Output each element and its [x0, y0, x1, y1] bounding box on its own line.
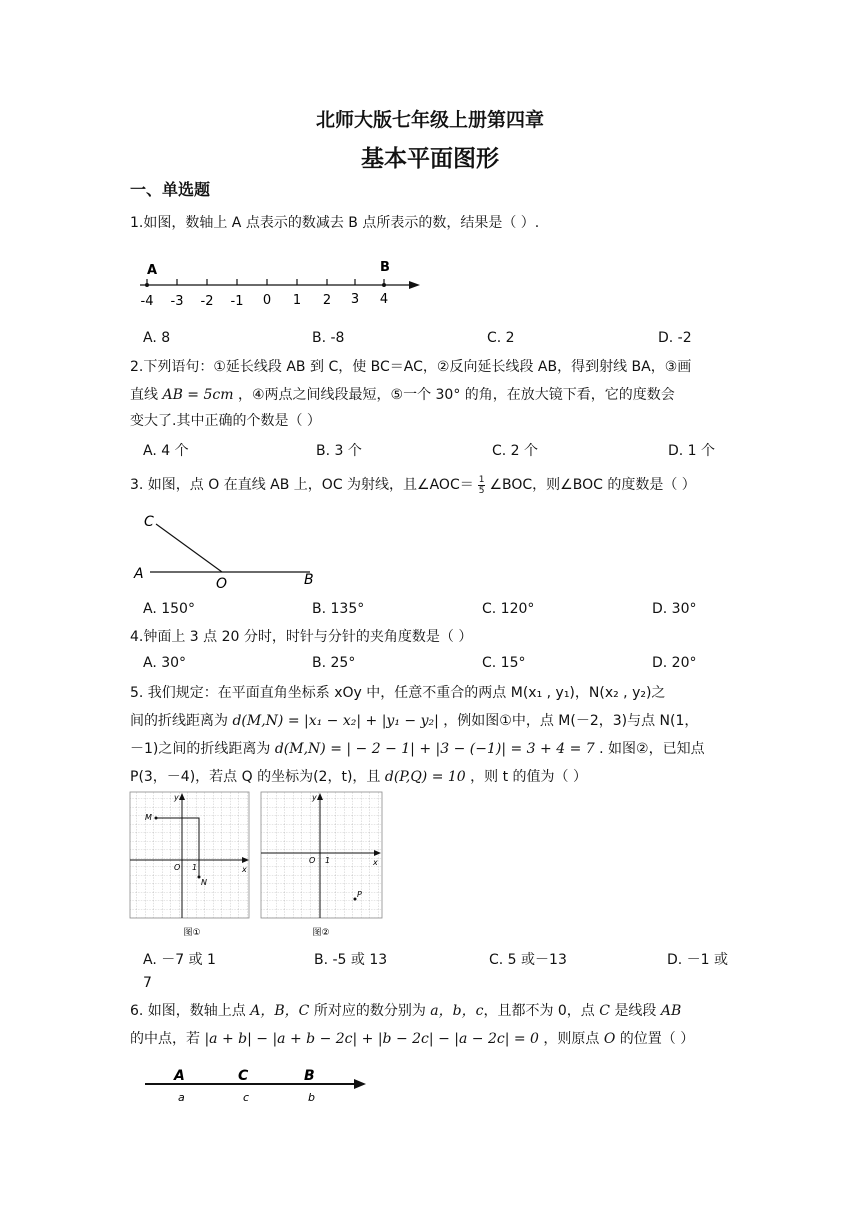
q2-option-c[interactable]: C. 2 个	[492, 443, 539, 459]
svg-text:B: B	[304, 1068, 315, 1084]
figure-2-caption: 图②	[312, 928, 330, 938]
question-4-text: 4.钟面上 3 点 20 分时，时针与分针的夹角度数是（ ）	[130, 629, 473, 645]
svg-text:A: A	[174, 1068, 185, 1084]
svg-text:x: x	[373, 858, 378, 867]
q4-option-a[interactable]: A. 30°	[143, 655, 187, 671]
svg-text:1: 1	[192, 863, 198, 872]
svg-text:1: 1	[325, 856, 331, 865]
q4-option-c[interactable]: C. 15°	[482, 655, 526, 671]
question-5-line2: 间的折线距离为 d(M,N) = |x₁ − x₂| + |y₁ − y₂| ，例如图①中，点 M(－2，3)与点 N(1，	[130, 713, 699, 729]
tick-label: -2	[200, 294, 214, 309]
question-5-line1: 5. 我们规定：在平面直角坐标系 xOy 中，任意不重合的两点 M(x₁ , y₁)，N(x₂ , y₂)之	[130, 685, 666, 701]
question-2-line2: 直线 AB = 5cm ，④两点之间线段最短，⑤一个 30° 的角，在放大镜下看，它的度数会	[130, 387, 675, 403]
section-heading: 一、单选题	[130, 180, 211, 199]
svg-text:C: C	[238, 1068, 249, 1084]
question-6-line2: 的中点，若 |a + b| − |a + b − 2c| + |b − 2c| − |a − 2c| = 0 ，则原点 O 的位置（ ）	[130, 1031, 695, 1047]
page-title: 北师大版七年级上册第四章	[315, 109, 544, 131]
q3-option-c[interactable]: C. 120°	[482, 601, 535, 617]
q2-option-d[interactable]: D. 1 个	[668, 443, 716, 459]
q5-option-d[interactable]: D. －1 或	[667, 952, 729, 968]
q1-option-b[interactable]: B. -8	[312, 330, 345, 346]
q6-number-line-figure	[140, 1062, 375, 1107]
q1-option-a[interactable]: A. 8	[143, 330, 171, 346]
q3-option-a[interactable]: A. 150°	[143, 601, 195, 617]
q1-option-c[interactable]: C. 2	[487, 330, 515, 346]
figure-1-caption: 图①	[183, 928, 201, 938]
q5-option-d-continued: 7	[143, 975, 152, 991]
tick-label: -4	[140, 294, 154, 309]
fraction-one-fifth: $\frac{1}{5}$	[478, 474, 485, 496]
q3-label-o: O	[216, 576, 228, 592]
svg-text:b: b	[308, 1091, 315, 1104]
q1-option-d[interactable]: D. -2	[658, 330, 692, 346]
q3-label-b: B	[304, 572, 314, 588]
tick-label: -3	[170, 294, 184, 309]
svg-text:c: c	[243, 1091, 250, 1104]
q3-option-b[interactable]: B. 135°	[312, 601, 365, 617]
q2-option-a[interactable]: A. 4 个	[143, 443, 189, 459]
svg-text:O: O	[309, 856, 316, 865]
svg-text:O: O	[174, 863, 181, 872]
question-5-line3: －1)之间的折线距离为 d(M,N) = | − 2 − 1| + |3 − (−1)| = 3 + 4 = 7 . 如图②，已知点	[130, 741, 705, 757]
q3-label-c: C	[144, 514, 154, 530]
q1-label-a: A	[147, 263, 158, 278]
tick-label: -1	[230, 294, 244, 309]
q5-option-c[interactable]: C. 5 或－13	[489, 952, 567, 968]
svg-text:y: y	[312, 793, 317, 802]
tick-label: 1	[292, 293, 302, 308]
q1-label-b: B	[380, 260, 390, 275]
question-2-line1: 2.下列语句：①延长线段 AB 到 C，使 BC＝AC，②反向延长线段 AB，得到射线 BA，③画	[130, 359, 692, 375]
q5-option-b[interactable]: B. -5 或 13	[314, 952, 388, 968]
q3-label-a: A	[134, 566, 144, 582]
question-5-line4: P(3，－4)，若点 Q 的坐标为(2，t)，且 d(P,Q) = 10 ，则 t 的值为（ ）	[130, 769, 588, 785]
svg-text:a: a	[178, 1091, 185, 1104]
tick-label: 0	[262, 293, 272, 308]
svg-text:M: M	[145, 813, 152, 822]
tick-label: 2	[322, 293, 332, 308]
tick-label: 3	[350, 292, 360, 307]
q3-angle-figure	[130, 508, 330, 593]
question-1-text: 1.如图，数轴上 A 点表示的数减去 B 点所表示的数，结果是（ ）.	[130, 215, 540, 231]
q1-number-line-figure	[135, 255, 430, 315]
q5-figure-2	[259, 790, 387, 942]
svg-text:P: P	[357, 890, 362, 899]
svg-text:x: x	[242, 865, 247, 874]
tick-label: 4	[379, 292, 389, 307]
q4-option-b[interactable]: B. 25°	[312, 655, 356, 671]
q5-figure-1	[128, 790, 252, 942]
question-6-line1: 6. 如图，数轴上点 A，B，C 所对应的数分别为 a，b，c，且都不为 0，点 C 是线段 AB	[130, 1003, 682, 1019]
q2-option-b[interactable]: B. 3 个	[316, 443, 362, 459]
q5-option-a[interactable]: A. －7 或 1	[143, 952, 216, 968]
svg-text:y: y	[174, 793, 179, 802]
question-2-line3: 变大了.其中正确的个数是（ ）	[130, 413, 321, 429]
svg-text:N: N	[201, 878, 207, 887]
page-subtitle: 基本平面图形	[361, 145, 499, 172]
question-3-text: 3. 如图，点 O 在直线 AB 上，OC 为射线，且∠AOC＝ $\frac{1}{5}$ ∠BOC，则∠BOC 的度数是（ ）	[130, 474, 696, 496]
q4-option-d[interactable]: D. 20°	[652, 655, 697, 671]
q3-option-d[interactable]: D. 30°	[652, 601, 697, 617]
